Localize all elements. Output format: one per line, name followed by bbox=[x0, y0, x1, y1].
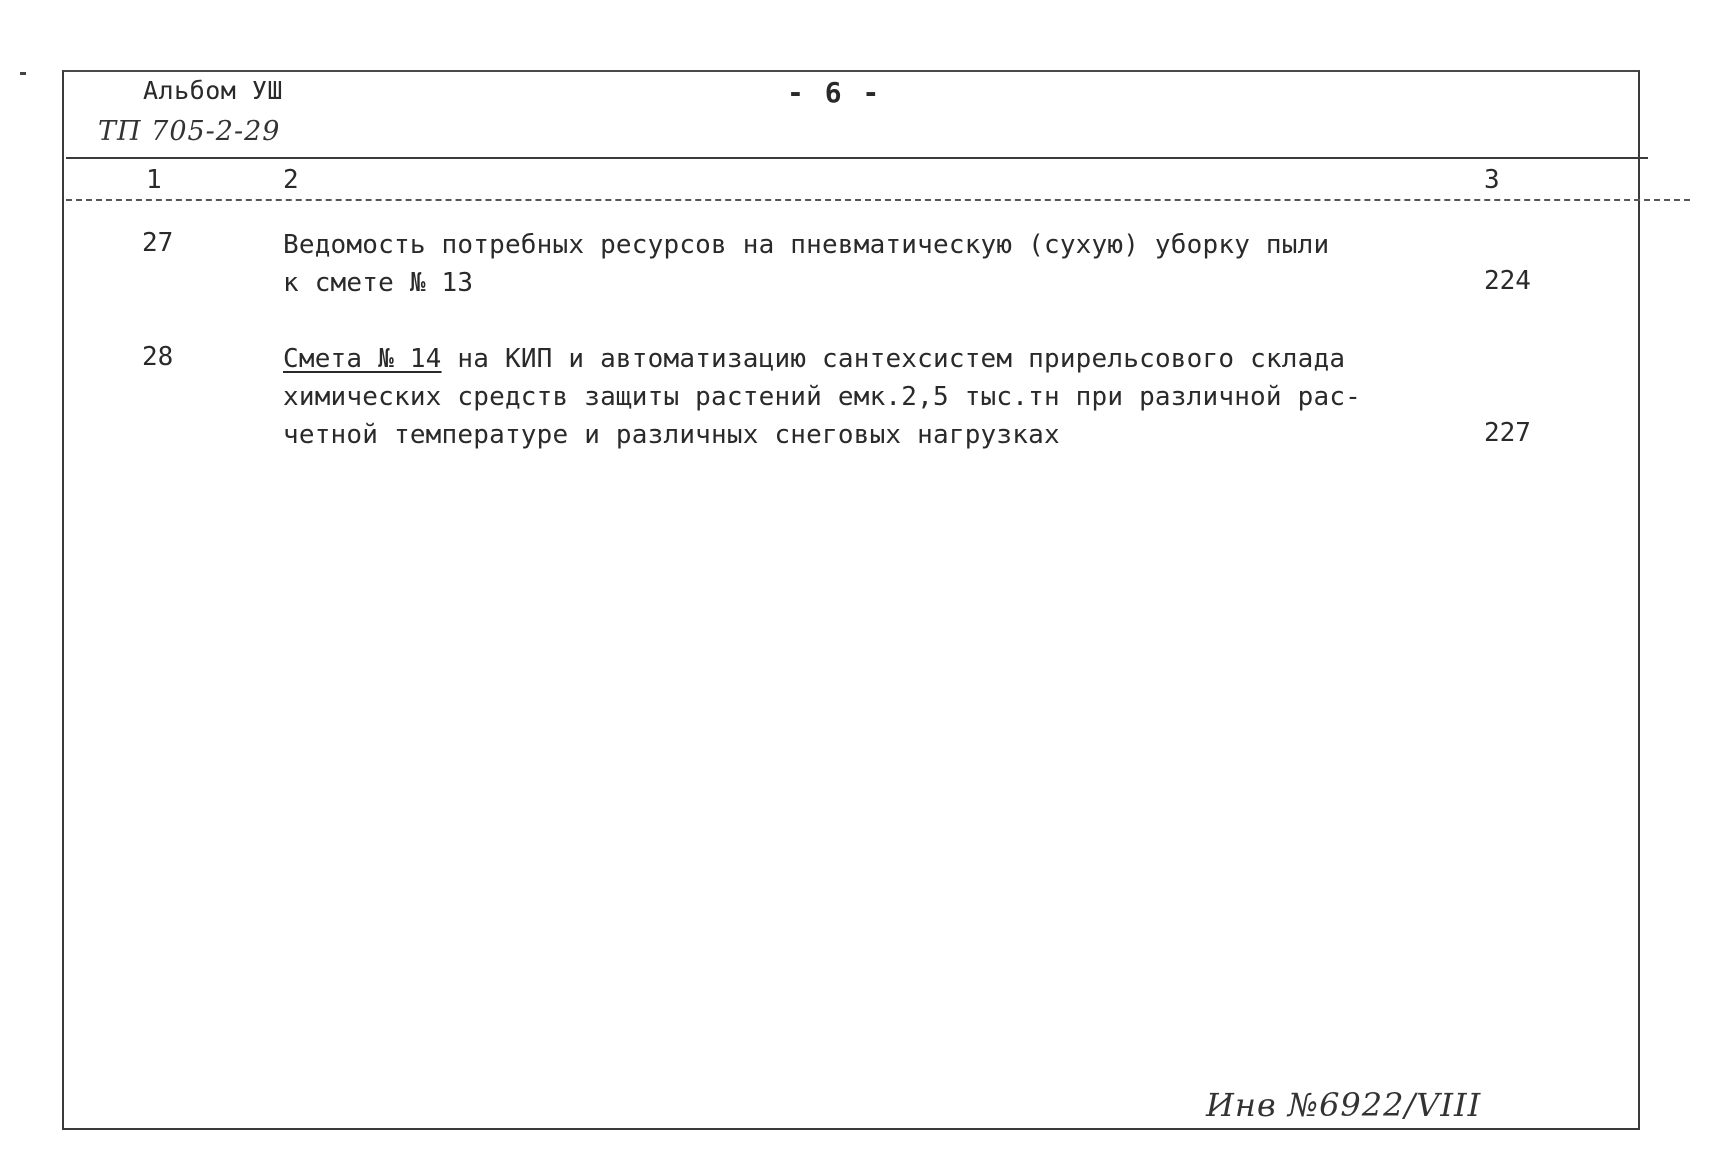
row-number: 28 bbox=[142, 342, 174, 372]
table-header-rule-bottom bbox=[66, 199, 1690, 201]
album-label: Альбом УШ bbox=[143, 76, 283, 105]
row-description bbox=[283, 340, 1362, 454]
row-description-line: химических средств защиты растений емк.2,5 тыс.тн при различной рас- bbox=[283, 382, 1362, 412]
column-header-3: 3 bbox=[1484, 165, 1500, 195]
table-header-rule-top bbox=[66, 157, 1648, 159]
row-description-line: Ведомость потребных ресурсов на пневматическую (сухую) уборку пыли bbox=[283, 230, 1330, 260]
project-code: ТП 705-2-29 bbox=[98, 116, 281, 147]
row-description-line bbox=[283, 340, 1346, 378]
column-header-2: 2 bbox=[283, 165, 299, 195]
row-description-line: четной температуре и различных снеговых нагрузках bbox=[283, 420, 1060, 450]
row-description bbox=[283, 226, 1343, 302]
column-header-1: 1 bbox=[146, 165, 162, 195]
inventory-number: Инв №6922/VIII bbox=[1206, 1086, 1482, 1124]
scan-speck bbox=[20, 72, 26, 75]
row-page-number: 227 bbox=[1484, 418, 1531, 448]
page-number: - 6 - bbox=[787, 76, 882, 109]
row-description-line: к смете № 13 bbox=[283, 268, 474, 298]
row-page-number: 224 bbox=[1484, 266, 1531, 296]
row-description-text: на КИП и автоматизацию сантехсистем прирельсового склада bbox=[441, 344, 1346, 374]
estimate-reference: Смета № 14 bbox=[283, 344, 442, 374]
row-number: 27 bbox=[142, 228, 174, 258]
